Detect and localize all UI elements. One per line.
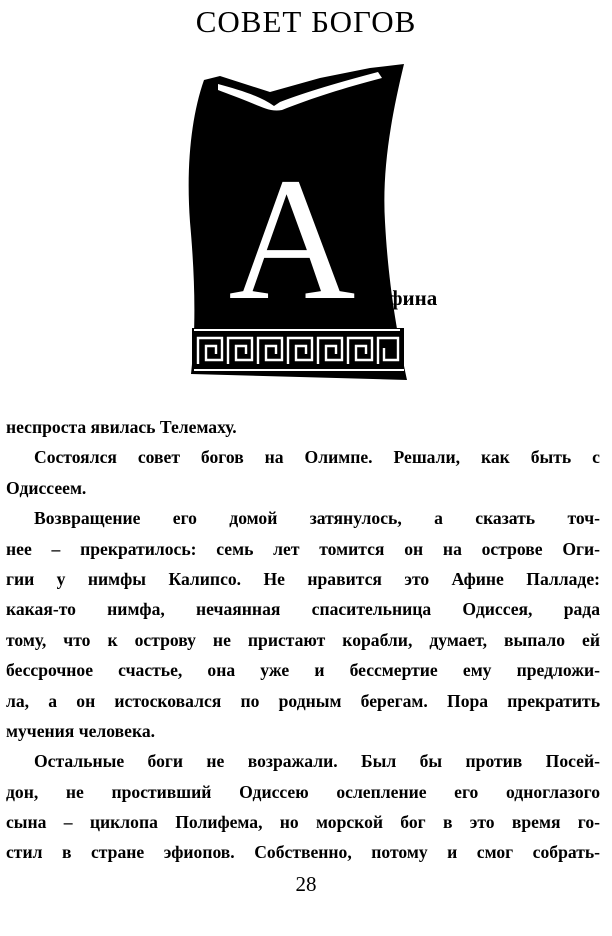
text-line: гии у нимфы Калипсо. Не нравится это Афине Палладе: [6, 568, 600, 589]
text-line: тому, что к острову не пристают корабли, думает, выпало ей [6, 629, 600, 650]
text-line: Остальные боги не возражали. Был бы против Посей- [34, 751, 600, 772]
text-line: какая-то нимфа, нечаянная спасительница Одиссея, рада [6, 599, 600, 620]
text-line: стил в стране эфиопов. Собственно, потому и смог собрать- [6, 842, 600, 863]
text-line: нее – прекратилось: семь лет томится он на острове Оги- [6, 538, 600, 559]
text-line: Одиссеем. [6, 477, 87, 498]
paragraph [6, 503, 600, 746]
body-text [6, 412, 600, 868]
page-number: 28 [295, 872, 317, 896]
dropcap-ornament [182, 62, 412, 384]
text-line: бессрочное счастье, она уже и бессмертие ему предложи- [6, 660, 600, 681]
paragraph [6, 412, 600, 442]
chapter-title: СОВЕТ БОГОВ [195, 4, 417, 39]
dropcap-tail: фина [388, 286, 438, 310]
text-line: неспроста явилась Телемаху. [6, 417, 237, 437]
dropcap-letter: А [228, 142, 356, 337]
text-line: мучения человека. [6, 720, 156, 741]
text-line: сына – циклопа Полифема, но морской бог в это время го- [6, 812, 600, 833]
paragraph [6, 746, 600, 868]
paragraph [6, 442, 600, 503]
text-line: Возвращение его домой затянулось, а сказать точ- [34, 508, 600, 529]
text-line: ла, а он истосковался по родным берегам. Пора прекратить [6, 690, 600, 711]
text-line: дон, не простивший Одиссею ослепление его одноглазого [6, 781, 600, 802]
text-line: Состоялся совет богов на Олимпе. Решали, как быть с [34, 447, 600, 468]
